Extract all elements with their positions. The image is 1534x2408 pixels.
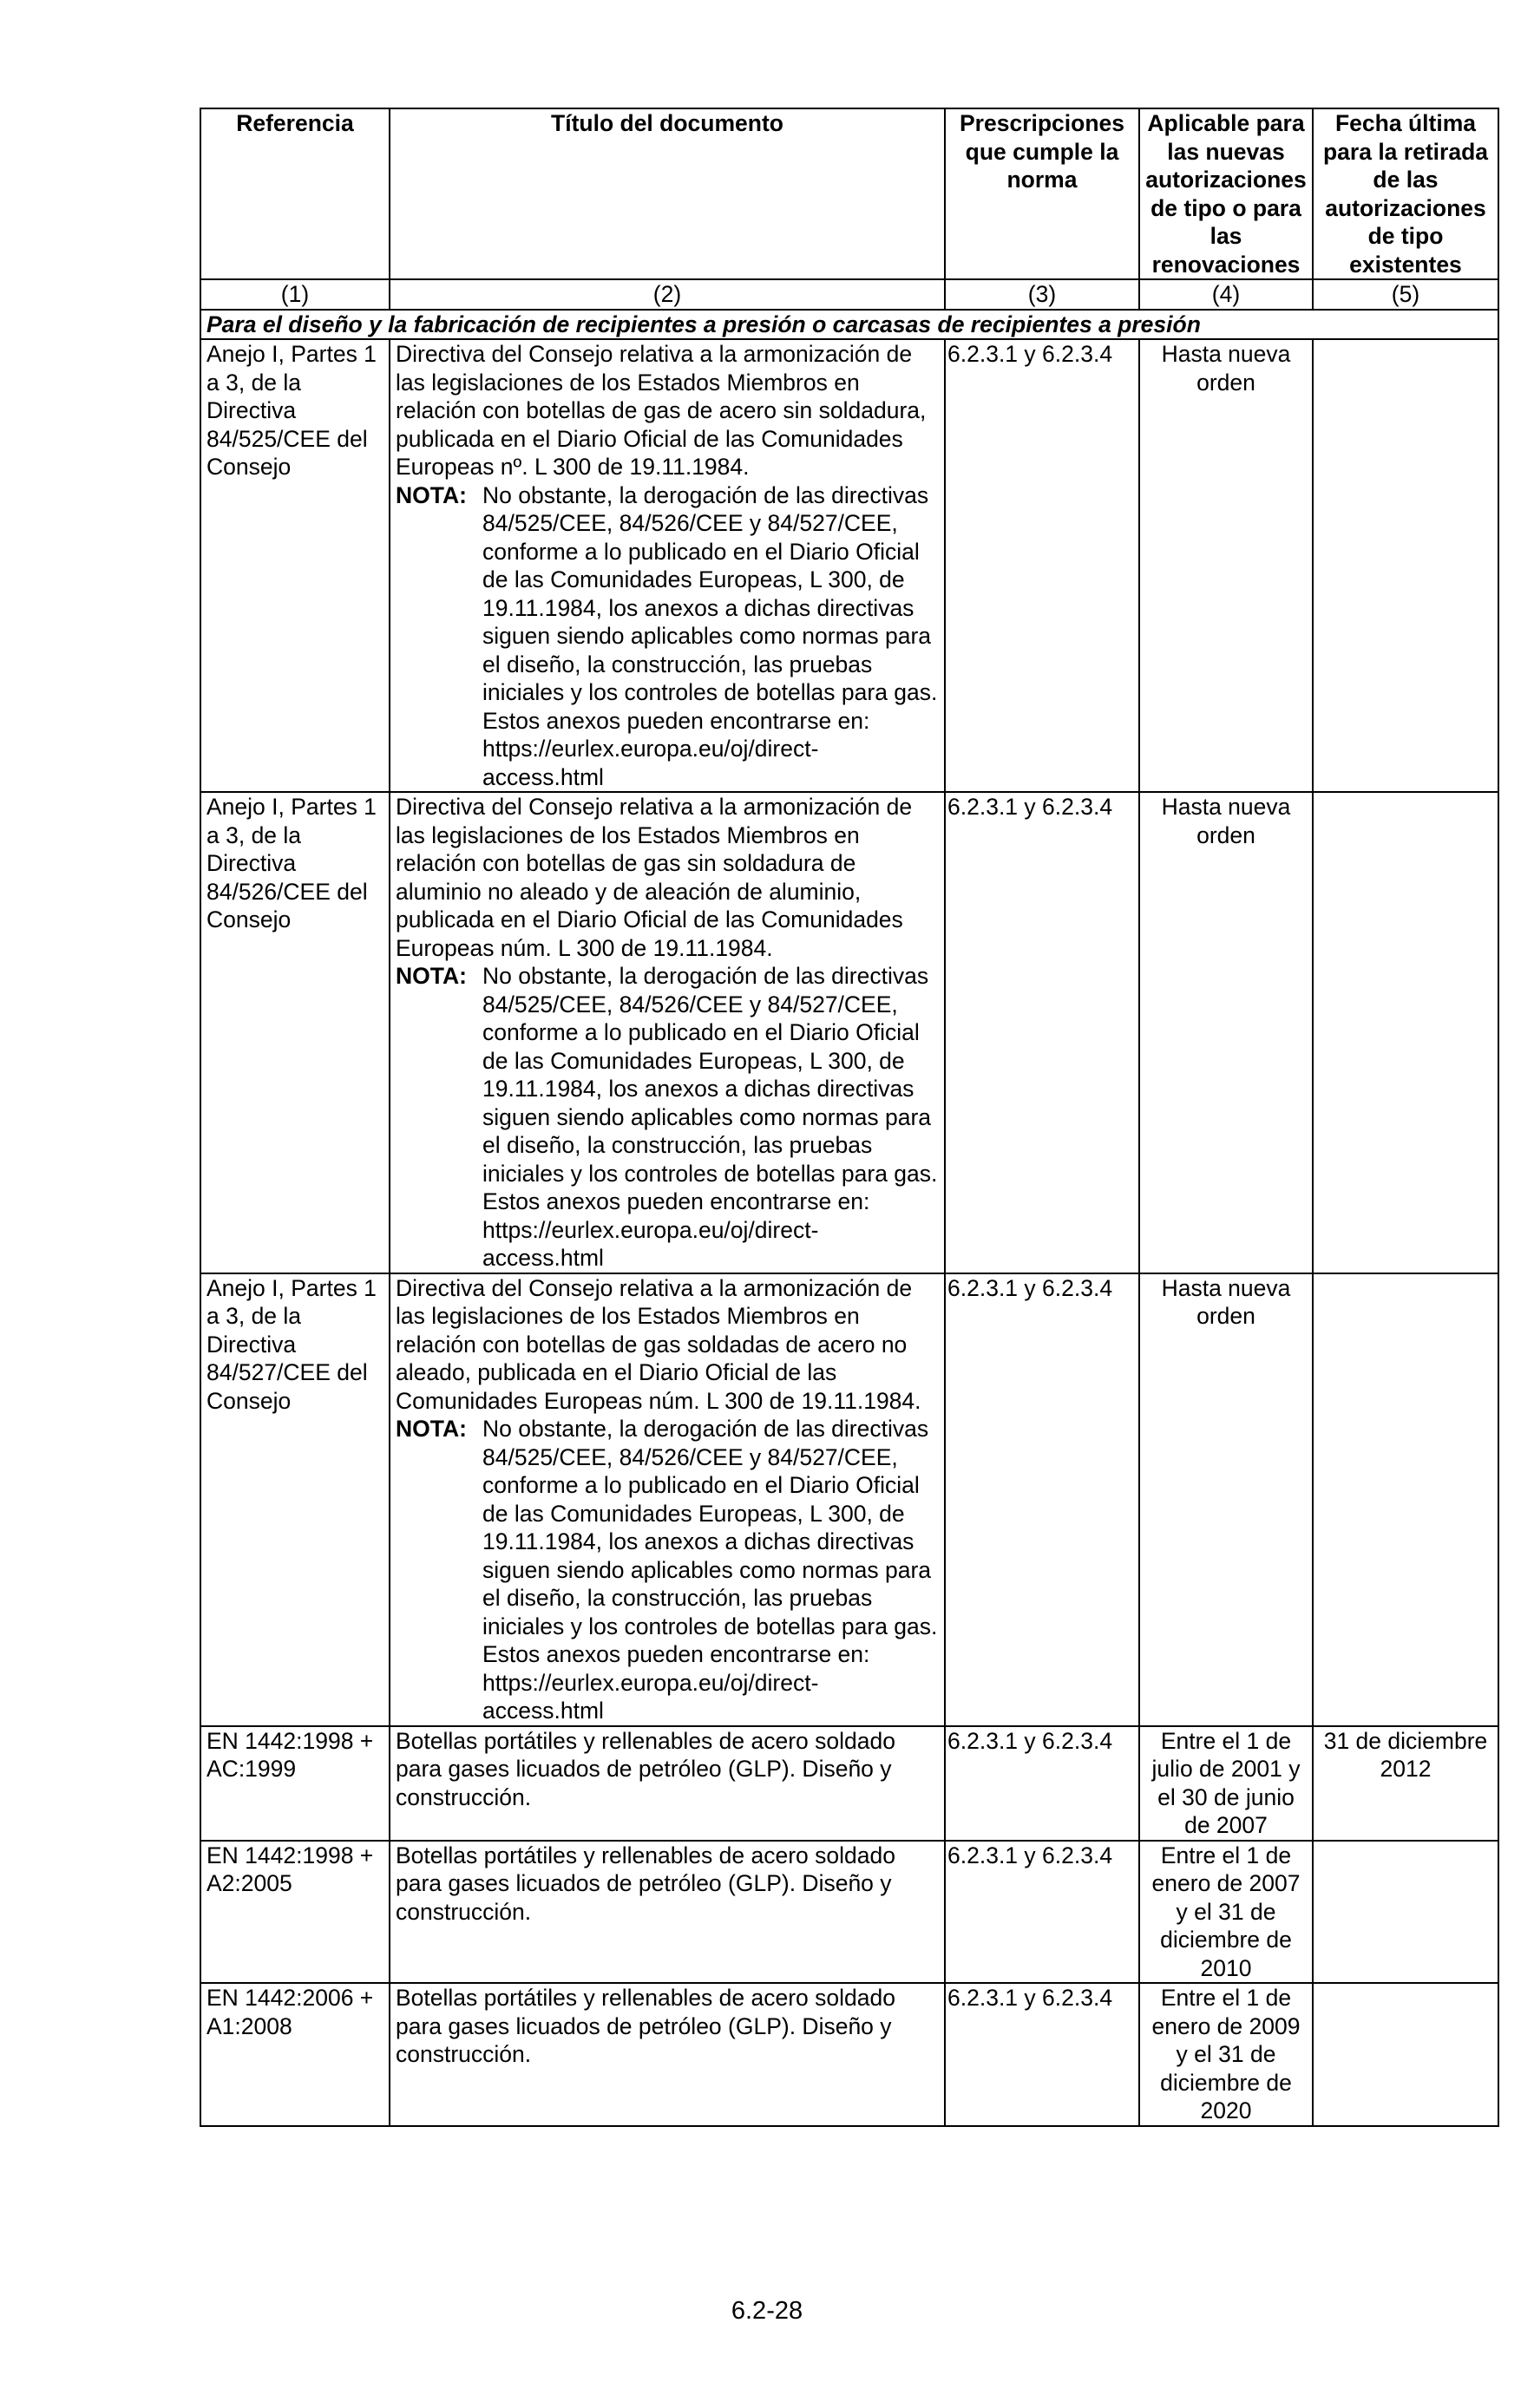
page-number: 6.2-28 bbox=[731, 2297, 803, 2325]
note-label: NOTA: bbox=[396, 963, 467, 989]
header-reference: Referencia bbox=[200, 108, 390, 279]
prescriptions-cell: 6.2.3.1 y 6.2.3.4 bbox=[945, 1726, 1139, 1841]
reference-cell: Anejo I, Partes 1 a 3, de la Directiva 84/526/CEE del Consejo bbox=[200, 792, 390, 1273]
table-row bbox=[200, 1273, 1498, 1726]
withdrawal-cell bbox=[1313, 1983, 1498, 2126]
column-number: (2) bbox=[390, 279, 945, 310]
column-number: (4) bbox=[1139, 279, 1313, 310]
note bbox=[396, 1415, 939, 1725]
document-title: Directiva del Consejo relativa a la armonización de las legislaciones de los Estados Miembros en relación con botellas de gas de acero sin soldadura, publicada en el Diario Oficial de las Comunidades Europeas nº. L 300 de 19.11.1984. bbox=[396, 341, 927, 480]
standards-table bbox=[200, 108, 1499, 2127]
title-cell bbox=[390, 1273, 945, 1726]
column-number: (3) bbox=[945, 279, 1139, 310]
note-text: No obstante, la derogación de las directivas 84/525/CEE, 84/526/CEE y 84/527/CEE, conforme a lo publicado en el Diario Oficial de las Comunidades Europeas, L 300, de 19.11.1984, los anexos a dichas directivas siguen siendo aplicables como normas para el diseño, la construcción, las pruebas iniciales y los controles de botellas para gas. Estos anexos pueden encontrarse en: https://eurlex.europa.eu/oj/direct-access.html bbox=[482, 481, 938, 790]
prescriptions-cell: 6.2.3.1 y 6.2.3.4 bbox=[945, 1273, 1139, 1726]
applicable-cell: Hasta nueva orden bbox=[1139, 339, 1313, 792]
header-title: Título del documento bbox=[390, 108, 945, 279]
note-label: NOTA: bbox=[396, 481, 467, 508]
withdrawal-cell: 31 de diciembre 2012 bbox=[1313, 1726, 1498, 1841]
reference-cell: EN 1442:1998 + AC:1999 bbox=[200, 1726, 390, 1841]
table-row bbox=[200, 1983, 1498, 2126]
applicable-cell: Hasta nueva orden bbox=[1139, 792, 1313, 1273]
note-label: NOTA: bbox=[396, 1416, 467, 1442]
withdrawal-cell bbox=[1313, 1841, 1498, 1984]
note-text: No obstante, la derogación de las directivas 84/525/CEE, 84/526/CEE y 84/527/CEE, conforme a lo publicado en el Diario Oficial de las Comunidades Europeas, L 300, de 19.11.1984, los anexos a dichas directivas siguen siendo aplicables como normas para el diseño, la construcción, las pruebas iniciales y los controles de botellas para gas. Estos anexos pueden encontrarse en: https://eurlex.europa.eu/oj/direct-access.html bbox=[482, 1416, 938, 1724]
column-number: (1) bbox=[200, 279, 390, 310]
prescriptions-cell: 6.2.3.1 y 6.2.3.4 bbox=[945, 792, 1139, 1273]
header-applicable: Aplicable para las nuevas autorizaciones de tipo o para las renovaciones bbox=[1139, 108, 1313, 279]
note bbox=[396, 481, 939, 792]
title-cell: Botellas portátiles y rellenables de acero soldado para gases licuados de petróleo (GLP). Diseño y construcción. bbox=[390, 1983, 945, 2126]
document-title: Directiva del Consejo relativa a la armonización de las legislaciones de los Estados Miembros en relación con botellas de gas soldadas de acero no aleado, publicada en el Diario Oficial de las Comunidades Europeas núm. L 300 de 19.11.1984. bbox=[396, 1274, 921, 1414]
reference-cell: EN 1442:1998 + A2:2005 bbox=[200, 1841, 390, 1984]
prescriptions-cell: 6.2.3.1 y 6.2.3.4 bbox=[945, 1841, 1139, 1984]
reference-cell: EN 1442:2006 + A1:2008 bbox=[200, 1983, 390, 2126]
prescriptions-cell: 6.2.3.1 y 6.2.3.4 bbox=[945, 339, 1139, 792]
document-title: Directiva del Consejo relativa a la armonización de las legislaciones de los Estados Miembros en relación con botellas de gas sin soldadura de aluminio no aleado y de aleación de aluminio, publicada en el Diario Oficial de las Comunidades Europeas núm. L 300 de 19.11.1984. bbox=[396, 794, 913, 961]
withdrawal-cell bbox=[1313, 339, 1498, 792]
applicable-cell: Entre el 1 de julio de 2001 y el 30 de junio de 2007 bbox=[1139, 1726, 1313, 1841]
title-cell bbox=[390, 339, 945, 792]
table-row bbox=[200, 1841, 1498, 1984]
column-number: (5) bbox=[1313, 279, 1498, 310]
applicable-cell: Entre el 1 de enero de 2007 y el 31 de diciembre de 2010 bbox=[1139, 1841, 1313, 1984]
table-row bbox=[200, 339, 1498, 792]
title-cell: Botellas portátiles y rellenables de acero soldado para gases licuados de petróleo (GLP). Diseño y construcción. bbox=[390, 1841, 945, 1984]
header-prescriptions: Prescripciones que cumple la norma bbox=[945, 108, 1139, 279]
table-row bbox=[200, 792, 1498, 1273]
header-withdrawal-date: Fecha última para la retirada de las autorizaciones de tipo existentes bbox=[1313, 108, 1498, 279]
table-row bbox=[200, 1726, 1498, 1841]
applicable-cell: Hasta nueva orden bbox=[1139, 1273, 1313, 1726]
section-row bbox=[200, 310, 1498, 340]
section-title: Para el diseño y la fabricación de recipientes a presión o carcasas de recipientes a presión bbox=[200, 310, 1498, 340]
withdrawal-cell bbox=[1313, 792, 1498, 1273]
note-text: No obstante, la derogación de las directivas 84/525/CEE, 84/526/CEE y 84/527/CEE, conforme a lo publicado en el Diario Oficial de las Comunidades Europeas, L 300, de 19.11.1984, los anexos a dichas directivas siguen siendo aplicables como normas para el diseño, la construcción, las pruebas iniciales y los controles de botellas para gas. Estos anexos pueden encontrarse en: https://eurlex.europa.eu/oj/direct-access.html bbox=[482, 963, 938, 1271]
reference-cell: Anejo I, Partes 1 a 3, de la Directiva 84/527/CEE del Consejo bbox=[200, 1273, 390, 1726]
title-cell: Botellas portátiles y rellenables de acero soldado para gases licuados de petróleo (GLP). Diseño y construcción. bbox=[390, 1726, 945, 1841]
withdrawal-cell bbox=[1313, 1273, 1498, 1726]
reference-cell: Anejo I, Partes 1 a 3, de la Directiva 84/525/CEE del Consejo bbox=[200, 339, 390, 792]
header-row bbox=[200, 108, 1498, 279]
applicable-cell: Entre el 1 de enero de 2009 y el 31 de diciembre de 2020 bbox=[1139, 1983, 1313, 2126]
column-number-row bbox=[200, 279, 1498, 310]
note bbox=[396, 962, 939, 1273]
prescriptions-cell: 6.2.3.1 y 6.2.3.4 bbox=[945, 1983, 1139, 2126]
title-cell bbox=[390, 792, 945, 1273]
